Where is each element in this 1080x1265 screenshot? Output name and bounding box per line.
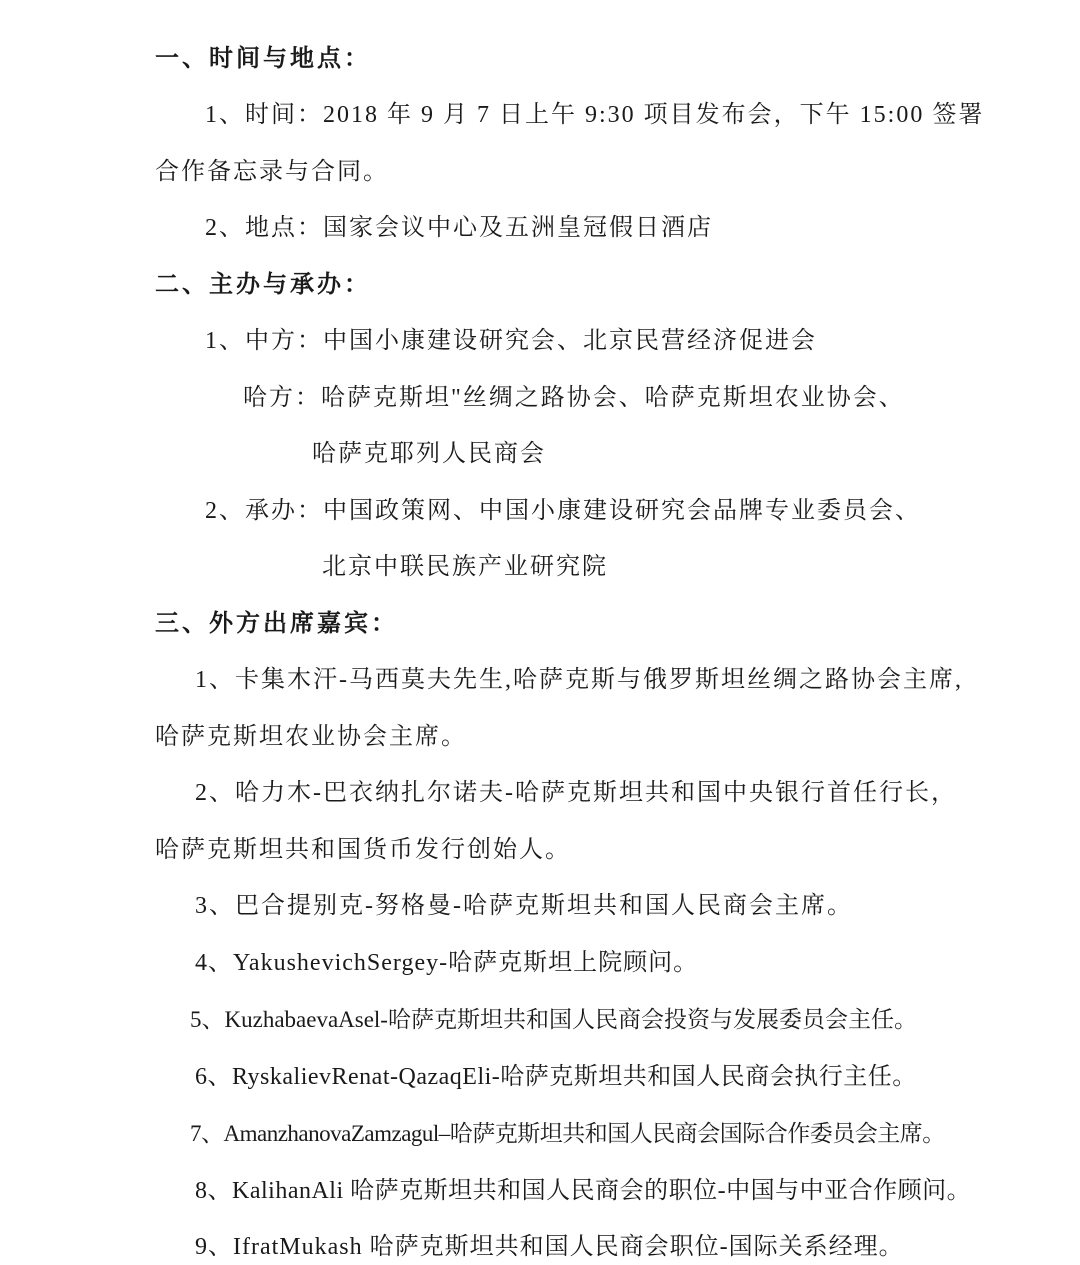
- guest-item-1-continuation: 哈萨克斯坦农业协会主席。: [155, 724, 467, 750]
- guest-item-8: 8、KalihanAli 哈萨克斯坦共和国人民商会的职位-中国与中亚合作顾问。: [195, 1178, 972, 1204]
- list-item-kazakh-side: 哈方：哈萨克斯坦"丝绸之路协会、哈萨克斯坦农业协会、: [243, 385, 905, 411]
- list-item-time: 1、时间：2018 年 9 月 7 日上午 9:30 项目发布会，下午 15:00 签署: [205, 102, 985, 128]
- guest-item-2: 2、哈力木-巴衣纳扎尔诺夫-哈萨克斯坦共和国中央银行首任行长，: [195, 780, 957, 806]
- guest-item-9: 9、IfratMukash 哈萨克斯坦共和国人民商会职位-国际关系经理。: [195, 1234, 904, 1260]
- guest-item-4: 4、YakushevichSergey-哈萨克斯坦上院顾问。: [195, 950, 699, 976]
- section-heading-foreign-guests: 三、外方出席嘉宾：: [155, 611, 398, 637]
- list-item-co-organizer: 2、承办：中国政策网、中国小康建设研究会品牌专业委员会、: [205, 498, 921, 524]
- list-item-co-organizer-continuation: 北京中联民族产业研究院: [322, 554, 608, 580]
- guest-item-7: 7、AmanzhanovaZamzagul–哈萨克斯坦共和国人民商会国际合作委员会主席。: [190, 1121, 945, 1146]
- list-item-chinese-side: 1、中方：中国小康建设研究会、北京民营经济促进会: [205, 328, 817, 354]
- section-heading-time-place: 一、时间与地点：: [155, 46, 371, 72]
- guest-item-3: 3、巴合提别克-努格曼-哈萨克斯坦共和国人民商会主席。: [195, 893, 853, 919]
- guest-item-6: 6、RyskalievRenat-QazaqEli-哈萨克斯坦共和国人民商会执行主任。: [195, 1064, 917, 1090]
- guest-item-2-continuation: 哈萨克斯坦共和国货币发行创始人。: [155, 837, 571, 863]
- guest-item-1: 1、卡集木汗-马西莫夫先生,哈萨克斯与俄罗斯坦丝绸之路协会主席,: [195, 667, 963, 693]
- list-item-place: 2、地点：国家会议中心及五洲皇冠假日酒店: [205, 215, 713, 241]
- section-heading-organizers: 二、主办与承办：: [155, 272, 371, 298]
- list-item-time-continuation: 合作备忘录与合同。: [155, 159, 389, 185]
- list-item-kazakh-side-continuation: 哈萨克耶列人民商会: [312, 441, 546, 467]
- guest-item-5: 5、KuzhabaevaAsel-哈萨克斯坦共和国人民商会投资与发展委员会主任。: [190, 1007, 917, 1032]
